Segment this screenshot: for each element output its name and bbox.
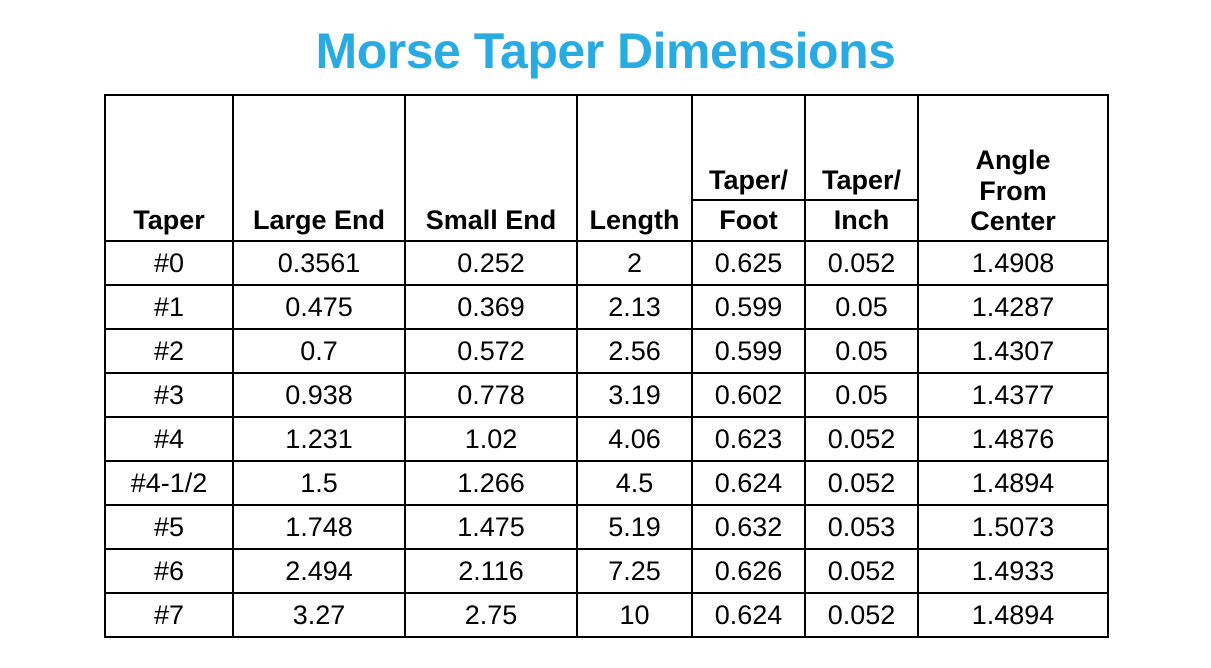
cell-length: 7.25 (577, 549, 692, 593)
cell-length: 4.5 (577, 461, 692, 505)
cell-taper-per-inch: 0.052 (805, 549, 918, 593)
cell-length: 3.19 (577, 373, 692, 417)
cell-large-end: 1.5 (233, 461, 405, 505)
cell-angle-from-center: 1.4377 (918, 373, 1108, 417)
cell-large-end: 2.494 (233, 549, 405, 593)
cell-taper-per-inch: 0.05 (805, 285, 918, 329)
column-header-taper-label: Taper (133, 205, 205, 235)
cell-length: 5.19 (577, 505, 692, 549)
cell-taper-per-foot: 0.624 (692, 461, 805, 505)
column-header-taper-per-foot (692, 95, 805, 241)
cell-length: 2.56 (577, 329, 692, 373)
column-header-large-end-label: Large End (252, 205, 386, 235)
cell-taper: #6 (105, 549, 233, 593)
column-header-angle-from-center (918, 95, 1108, 241)
cell-taper: #1 (105, 285, 233, 329)
cell-taper-per-foot: 0.599 (692, 285, 805, 329)
cell-small-end: 1.02 (405, 417, 577, 461)
column-header-taper-per-inch-top: Taper/ (806, 165, 917, 201)
cell-angle-from-center: 1.4908 (918, 241, 1108, 285)
cell-taper-per-inch: 0.052 (805, 241, 918, 285)
cell-taper-per-inch: 0.05 (805, 373, 918, 417)
column-header-large-end (233, 95, 405, 241)
column-header-taper-per-foot-bottom: Foot (719, 205, 778, 235)
cell-taper-per-inch: 0.052 (805, 593, 918, 637)
cell-angle-from-center: 1.4287 (918, 285, 1108, 329)
column-header-taper (105, 95, 233, 241)
cell-large-end: 0.475 (233, 285, 405, 329)
cell-small-end: 2.75 (405, 593, 577, 637)
cell-length: 2 (577, 241, 692, 285)
column-header-taper-per-inch (805, 95, 918, 241)
cell-angle-from-center: 1.5073 (918, 505, 1108, 549)
table-row (105, 417, 1108, 461)
cell-large-end: 0.3561 (233, 241, 405, 285)
cell-angle-from-center: 1.4933 (918, 549, 1108, 593)
column-header-length-label: Length (589, 205, 680, 235)
cell-taper-per-foot: 0.632 (692, 505, 805, 549)
morse-taper-table (104, 94, 1109, 638)
table-header (105, 95, 1108, 241)
column-header-angle-line3: Center (970, 205, 1056, 236)
table-header-row (105, 95, 1108, 241)
cell-taper-per-foot: 0.599 (692, 329, 805, 373)
page-title: Morse Taper Dimensions (315, 23, 896, 79)
cell-taper-per-inch: 0.052 (805, 417, 918, 461)
column-header-angle-line2: From (979, 175, 1047, 206)
column-header-small-end-label: Small End (425, 205, 557, 235)
column-header-taper-per-foot-top: Taper/ (693, 165, 804, 201)
cell-taper: #7 (105, 593, 233, 637)
table-body (105, 241, 1108, 637)
column-header-angle-line1: Angle (975, 145, 1051, 176)
cell-large-end: 0.938 (233, 373, 405, 417)
cell-angle-from-center: 1.4876 (918, 417, 1108, 461)
table-row (105, 373, 1108, 417)
cell-taper-per-inch: 0.053 (805, 505, 918, 549)
cell-length: 10 (577, 593, 692, 637)
table-row (105, 241, 1108, 285)
cell-taper: #0 (105, 241, 233, 285)
cell-taper: #5 (105, 505, 233, 549)
morse-taper-table-wrapper (104, 94, 1107, 638)
cell-small-end: 1.266 (405, 461, 577, 505)
cell-taper: #2 (105, 329, 233, 373)
cell-large-end: 1.748 (233, 505, 405, 549)
table-row (105, 549, 1108, 593)
cell-taper: #4-1/2 (105, 461, 233, 505)
cell-large-end: 0.7 (233, 329, 405, 373)
cell-large-end: 1.231 (233, 417, 405, 461)
cell-angle-from-center: 1.4307 (918, 329, 1108, 373)
table-row (105, 285, 1108, 329)
cell-small-end: 1.475 (405, 505, 577, 549)
column-header-length (577, 95, 692, 241)
cell-length: 2.13 (577, 285, 692, 329)
cell-taper-per-foot: 0.626 (692, 549, 805, 593)
cell-small-end: 2.116 (405, 549, 577, 593)
column-header-taper-per-inch-bottom: Inch (833, 205, 890, 235)
cell-small-end: 0.252 (405, 241, 577, 285)
cell-taper-per-inch: 0.05 (805, 329, 918, 373)
cell-taper-per-foot: 0.602 (692, 373, 805, 417)
table-row (105, 593, 1108, 637)
cell-angle-from-center: 1.4894 (918, 461, 1108, 505)
table-row (105, 505, 1108, 549)
cell-length: 4.06 (577, 417, 692, 461)
table-row (105, 461, 1108, 505)
table-row (105, 329, 1108, 373)
cell-taper: #4 (105, 417, 233, 461)
cell-taper: #3 (105, 373, 233, 417)
cell-angle-from-center: 1.4894 (918, 593, 1108, 637)
cell-taper-per-foot: 0.623 (692, 417, 805, 461)
cell-taper-per-foot: 0.625 (692, 241, 805, 285)
cell-taper-per-inch: 0.052 (805, 461, 918, 505)
column-header-small-end (405, 95, 577, 241)
cell-small-end: 0.369 (405, 285, 577, 329)
cell-small-end: 0.572 (405, 329, 577, 373)
cell-taper-per-foot: 0.624 (692, 593, 805, 637)
cell-small-end: 0.778 (405, 373, 577, 417)
cell-large-end: 3.27 (233, 593, 405, 637)
